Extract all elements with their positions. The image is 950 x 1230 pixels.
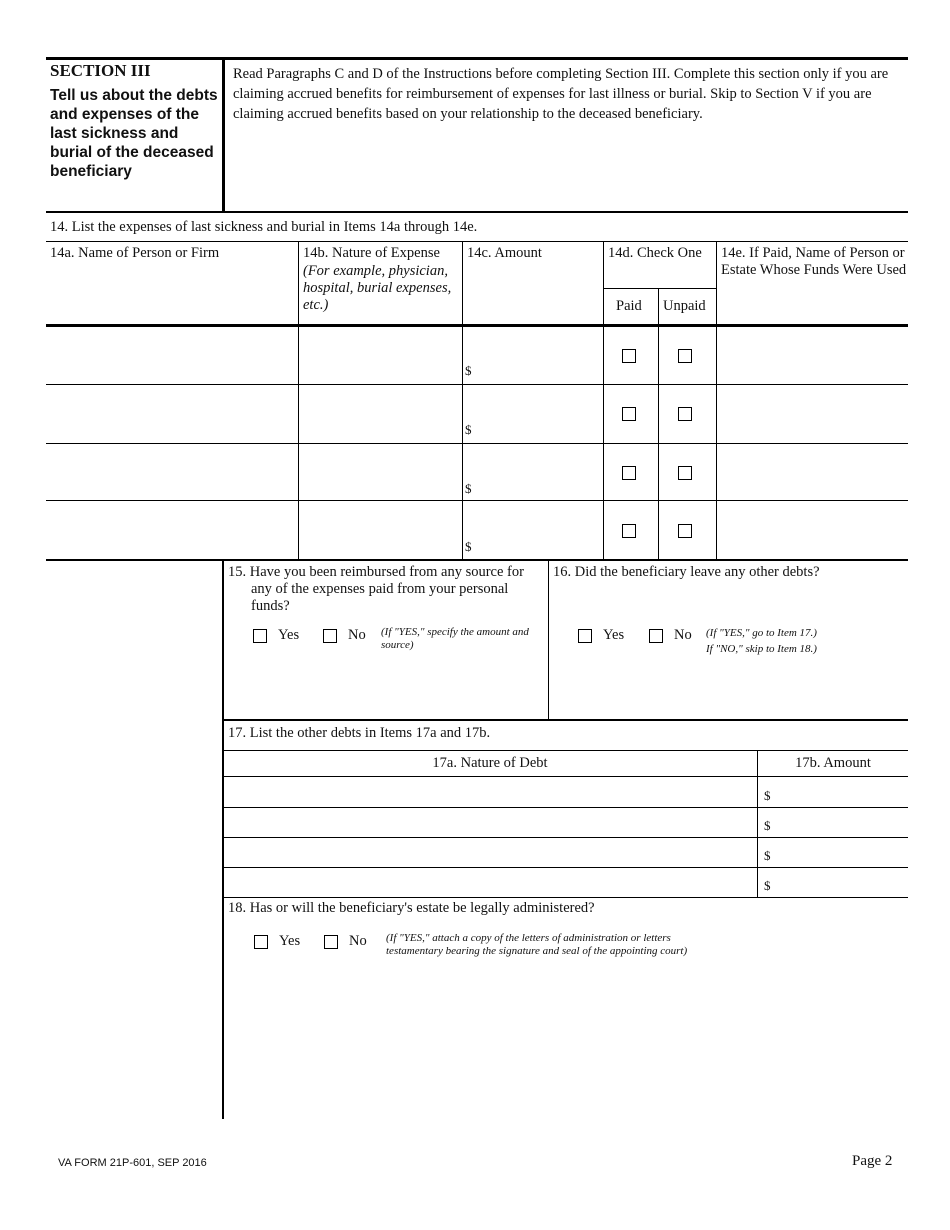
- item17-row3-amount-field[interactable]: [758, 839, 907, 866]
- item14-row1-unpaid-checkbox[interactable]: [678, 349, 692, 363]
- item15-note: (If "YES," specify the amount and source): [381, 626, 529, 651]
- item17-row1-currency: $: [764, 788, 771, 803]
- item14-checkone-subrule: [603, 288, 716, 289]
- item14-row2-nature-field[interactable]: [299, 386, 461, 442]
- item14-col-d-unpaid: Unpaid: [663, 298, 706, 314]
- item15-question: [228, 564, 528, 615]
- section-top-rule: [46, 57, 908, 60]
- item14-row3-unpaid-checkbox[interactable]: [678, 466, 692, 480]
- item14-row1-name-field[interactable]: [47, 328, 297, 383]
- item17-row2-amount-field[interactable]: [758, 809, 907, 836]
- item17-row3-rule: [223, 867, 908, 868]
- item14-col-d-header: 14d. Check One: [608, 245, 702, 261]
- item14-row2-currency: $: [465, 422, 472, 437]
- item17-row4-amount-field[interactable]: [758, 869, 907, 896]
- item17-header-bottom-rule: [223, 776, 908, 777]
- item14-row4-currency: $: [465, 539, 472, 554]
- item17-row1-rule: [223, 807, 908, 808]
- item14-row2-funds-field[interactable]: [717, 386, 907, 442]
- item14-row4-paid-checkbox[interactable]: [622, 524, 636, 538]
- item16-no-label: No: [674, 627, 692, 643]
- item15-question-text: 15. Have you been reimbursed from any source for any of the expenses paid from your personal funds?: [228, 564, 524, 614]
- item15-yes-checkbox[interactable]: [253, 629, 267, 643]
- item14-row4-funds-field[interactable]: [717, 502, 907, 558]
- item14-col-d-paid: Paid: [616, 298, 642, 314]
- section-heading: Tell us about the debts and expenses of the last sickness and burial of the deceased beneficiary: [50, 87, 218, 180]
- item17-row3-nature-field[interactable]: [224, 839, 756, 866]
- item14-row3-currency: $: [465, 481, 472, 496]
- item17-row1-nature-field[interactable]: [224, 778, 756, 806]
- form-identifier: VA FORM 21P-601, SEP 2016: [58, 1157, 207, 1169]
- item15-amount-source-field[interactable]: [228, 662, 546, 716]
- item16-note-no: If "NO," skip to Item 18.): [706, 643, 817, 655]
- item18-no-checkbox[interactable]: [324, 935, 338, 949]
- item14-row4-amount-field[interactable]: [463, 502, 602, 558]
- item17-row4-currency: $: [764, 878, 771, 893]
- item14-row3-funds-field[interactable]: [717, 445, 907, 499]
- item15-16-divider: [548, 561, 549, 719]
- item17-col-a-header: 17a. Nature of Debt: [432, 755, 548, 771]
- item14-row4-nature-field[interactable]: [299, 502, 461, 558]
- item14-col-b-header: 14b. Nature of Expense: [303, 245, 440, 261]
- item14-row1-funds-field[interactable]: [717, 328, 907, 383]
- item16-yes-checkbox[interactable]: [578, 629, 592, 643]
- item15-no-label: No: [348, 627, 366, 643]
- item14-row4-name-field[interactable]: [47, 502, 297, 558]
- item14-row2-rule: [46, 443, 908, 444]
- section-header-bottom-rule: [46, 211, 908, 213]
- item17-row4-nature-field[interactable]: [224, 869, 756, 896]
- item14-row2-paid-checkbox[interactable]: [622, 407, 636, 421]
- section-number: SECTION III: [50, 61, 151, 80]
- item14-row1-paid-checkbox[interactable]: [622, 349, 636, 363]
- item16-bottom-rule: [223, 719, 908, 721]
- item14-row2-name-field[interactable]: [47, 386, 297, 442]
- item17-row1-amount-field[interactable]: [758, 778, 907, 806]
- item14-prompt: 14. List the expenses of last sickness and burial in Items 14a through 14e.: [50, 219, 478, 235]
- item17-row2-currency: $: [764, 818, 771, 833]
- item16-question: 16. Did the beneficiary leave any other debts?: [553, 564, 820, 580]
- item14-col-b-hint: (For example, physician, hospital, burial expenses, etc.): [303, 263, 452, 313]
- item17-row3-currency: $: [764, 848, 771, 863]
- item14-bottom-rule: [46, 559, 908, 561]
- item14-row1-currency: $: [465, 363, 472, 378]
- item14-row1-nature-field[interactable]: [299, 328, 461, 383]
- item14-col-c-header: 14c. Amount: [467, 245, 542, 261]
- item15-no-checkbox[interactable]: [323, 629, 337, 643]
- item14-row3-paid-checkbox[interactable]: [622, 466, 636, 480]
- item18-no-label: No: [349, 933, 367, 949]
- item17-prompt: 17. List the other debts in Items 17a and 17b.: [228, 725, 491, 741]
- item14-row1-rule: [46, 384, 908, 385]
- item14-row1-amount-field[interactable]: [463, 328, 602, 383]
- item16-yes-label: Yes: [603, 627, 625, 643]
- item18-question: 18. Has or will the beneficiary's estate be legally administered?: [228, 900, 595, 916]
- item14-row3-amount-field[interactable]: [463, 445, 602, 499]
- item16-note-yes: (If "YES," go to Item 17.): [706, 627, 817, 639]
- item17-row2-nature-field[interactable]: [224, 809, 756, 836]
- item14-row4-unpaid-checkbox[interactable]: [678, 524, 692, 538]
- section-header-divider: [222, 58, 225, 212]
- item18-note: (If "YES," attach a copy of the letters of administration or letters testamentary bearing the signature and seal of the appointing court): [386, 932, 688, 957]
- item14-col-a-header: 14a. Name of Person or Firm: [50, 245, 220, 261]
- item17-row2-rule: [223, 837, 908, 838]
- item14-col-e-header: 14e. If Paid, Name of Person or Estate Whose Funds Were Used: [721, 245, 907, 278]
- item14-row3-nature-field[interactable]: [299, 445, 461, 499]
- item17-col-b-header: 17b. Amount: [795, 755, 871, 771]
- item14-row3-rule: [46, 500, 908, 501]
- page-number: Page 2: [852, 1153, 893, 1169]
- item14-header-bottom-rule: [46, 324, 908, 327]
- item14-col-divider-paid-unpaid: [658, 288, 659, 560]
- item17-bottom-rule: [223, 897, 908, 898]
- item14-header-top-rule: [46, 241, 908, 242]
- item18-yes-label: Yes: [279, 933, 301, 949]
- item16-no-checkbox[interactable]: [649, 629, 663, 643]
- item15-yes-label: Yes: [278, 627, 300, 643]
- item14-row2-unpaid-checkbox[interactable]: [678, 407, 692, 421]
- section-instructions: Read Paragraphs C and D of the Instructions before completing Section III. Complete this section only if you are claiming accrued benefits for reimbursement of expenses for last illness or burial. Skip to Section V if you are claiming accrued benefits based on your relationship to the deceased beneficiary.: [233, 66, 889, 122]
- item14-row2-amount-field[interactable]: [463, 386, 602, 442]
- item14-row3-name-field[interactable]: [47, 445, 297, 499]
- item18-yes-checkbox[interactable]: [254, 935, 268, 949]
- item17-header-top-rule: [223, 750, 908, 751]
